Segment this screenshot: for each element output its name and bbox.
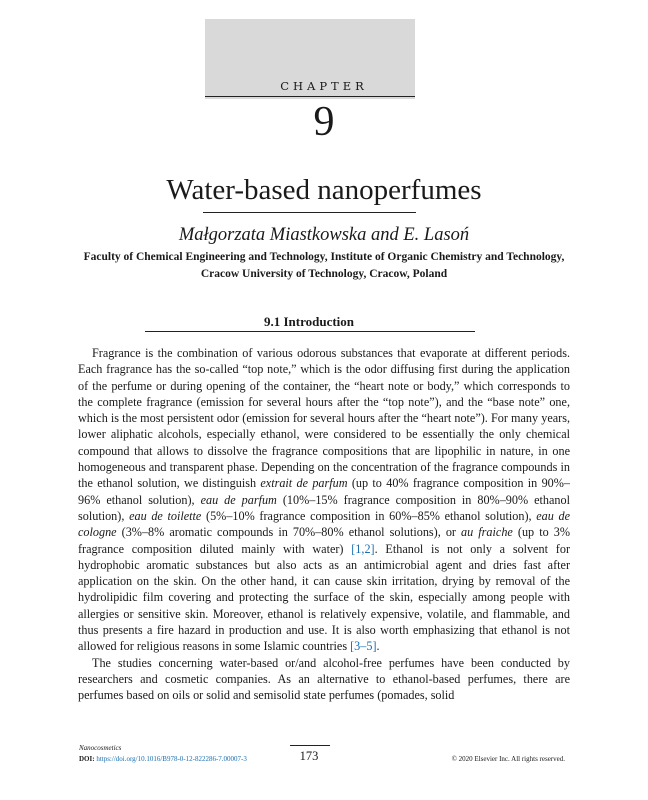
term-eau-de-parfum: eau de parfum (200, 492, 277, 507)
text-run: . (376, 639, 380, 654)
text-run: (5%–10% fragrance composition in 60%–85% ethanol solution), (201, 508, 537, 523)
doi-link[interactable]: https://doi.org/10.1016/B978-0-12-822286-7.00007-3 (96, 755, 247, 763)
term-eau-de-cologne: eau de cologne (78, 508, 570, 540)
body-text (78, 345, 570, 704)
citation-link[interactable]: [1,2] (351, 541, 375, 556)
affiliation: Faculty of Chemical Engineering and Technology, Institute of Organic Chemistry and Technology, Cracow University of Technology, Cracow, Poland (83, 251, 565, 280)
page-number: 173 (299, 749, 319, 763)
chapter-label: CHAPTER (280, 79, 368, 93)
text-run: (up to 3% fragrance composition diluted mainly with water) (78, 525, 570, 556)
paragraph-2: The studies concerning water-based or/and alcohol-free perfumes have been conducted by researchers and cosmetic companies. As an alternative to ethanol-based perfumes, there are perfumes based on oils or solid and semisolid state perfumes (pomades, solid (78, 655, 570, 703)
title-rule (203, 212, 416, 213)
doi-label: DOI: (79, 755, 97, 763)
paragraph-1 (78, 345, 570, 655)
citation-link[interactable]: [3–5] (350, 639, 377, 654)
term-extrait-de-parfum: extrait de parfum (260, 476, 348, 491)
chapter-number: 9 (313, 99, 335, 145)
chapter-rule (205, 96, 415, 97)
copyright: © 2020 Elsevier Inc. All rights reserved. (451, 755, 565, 763)
text-run: (up to 40% fragrance composition in 90%–96% ethanol solution), (78, 476, 570, 507)
section-rule (145, 331, 475, 332)
text-run: (3%–8% aromatic compounds in 70%–80% ethanol solutions), or (116, 525, 462, 540)
authors: Małgorzata Miastkowska and E. Lasoń (178, 225, 470, 245)
term-eau-de-toilette: eau de toilette (129, 508, 202, 523)
term-au-fraiche: au fraiche (461, 525, 513, 540)
text-run: . Ethanol is not only a solvent for hydrophobic aromatic substances but also acts as an antimicrobial agent and dries fast after application on the skin. On the other hand, it can cause skin irritation, drying by removal of the hydrolipidic film covering and protecting the surface of the skin, especially among people with allergies or sensitive skin. Moreover, ethanol is relatively expensive, volatile, and flammable, and thus presents a fire hazard in production and use. It is also worth emphasizing that ethanol is not allowed for religious reasons in some Islamic countries (78, 541, 571, 654)
text-run: (10%–15% fragrance composition in 80%–90% ethanol solution), (78, 492, 571, 523)
text-run: Fragrance is the combination of various odorous substances that evaporate at different periods. Each fragrance has the so-called “top note,” which is the odor diffusing first during the application of the perfume or during opening of the container, the “heart note or body,” which corresponds to the complete fragrance (emission for several hours after the “top note”), and the “base note” one, which is the most persistent odor (emission for several hours after the “heart note”). For many years, lower aliphatic alcohols, especially ethanol, were considered to be essentially the only chemical compound that allows to dissolve the fragrance compositions that are lipophilic in nature, in one homogeneous and transparent phase. Depending on the concentration of the fragrance compounds in the ethanol solution, we distinguish (78, 346, 570, 491)
section-heading: 9.1 Introduction (263, 314, 355, 329)
footer-journal: Nanocosmetics (79, 744, 122, 752)
chapter-title: Water-based nanoperfumes (166, 174, 482, 206)
footer-rule (290, 745, 330, 746)
